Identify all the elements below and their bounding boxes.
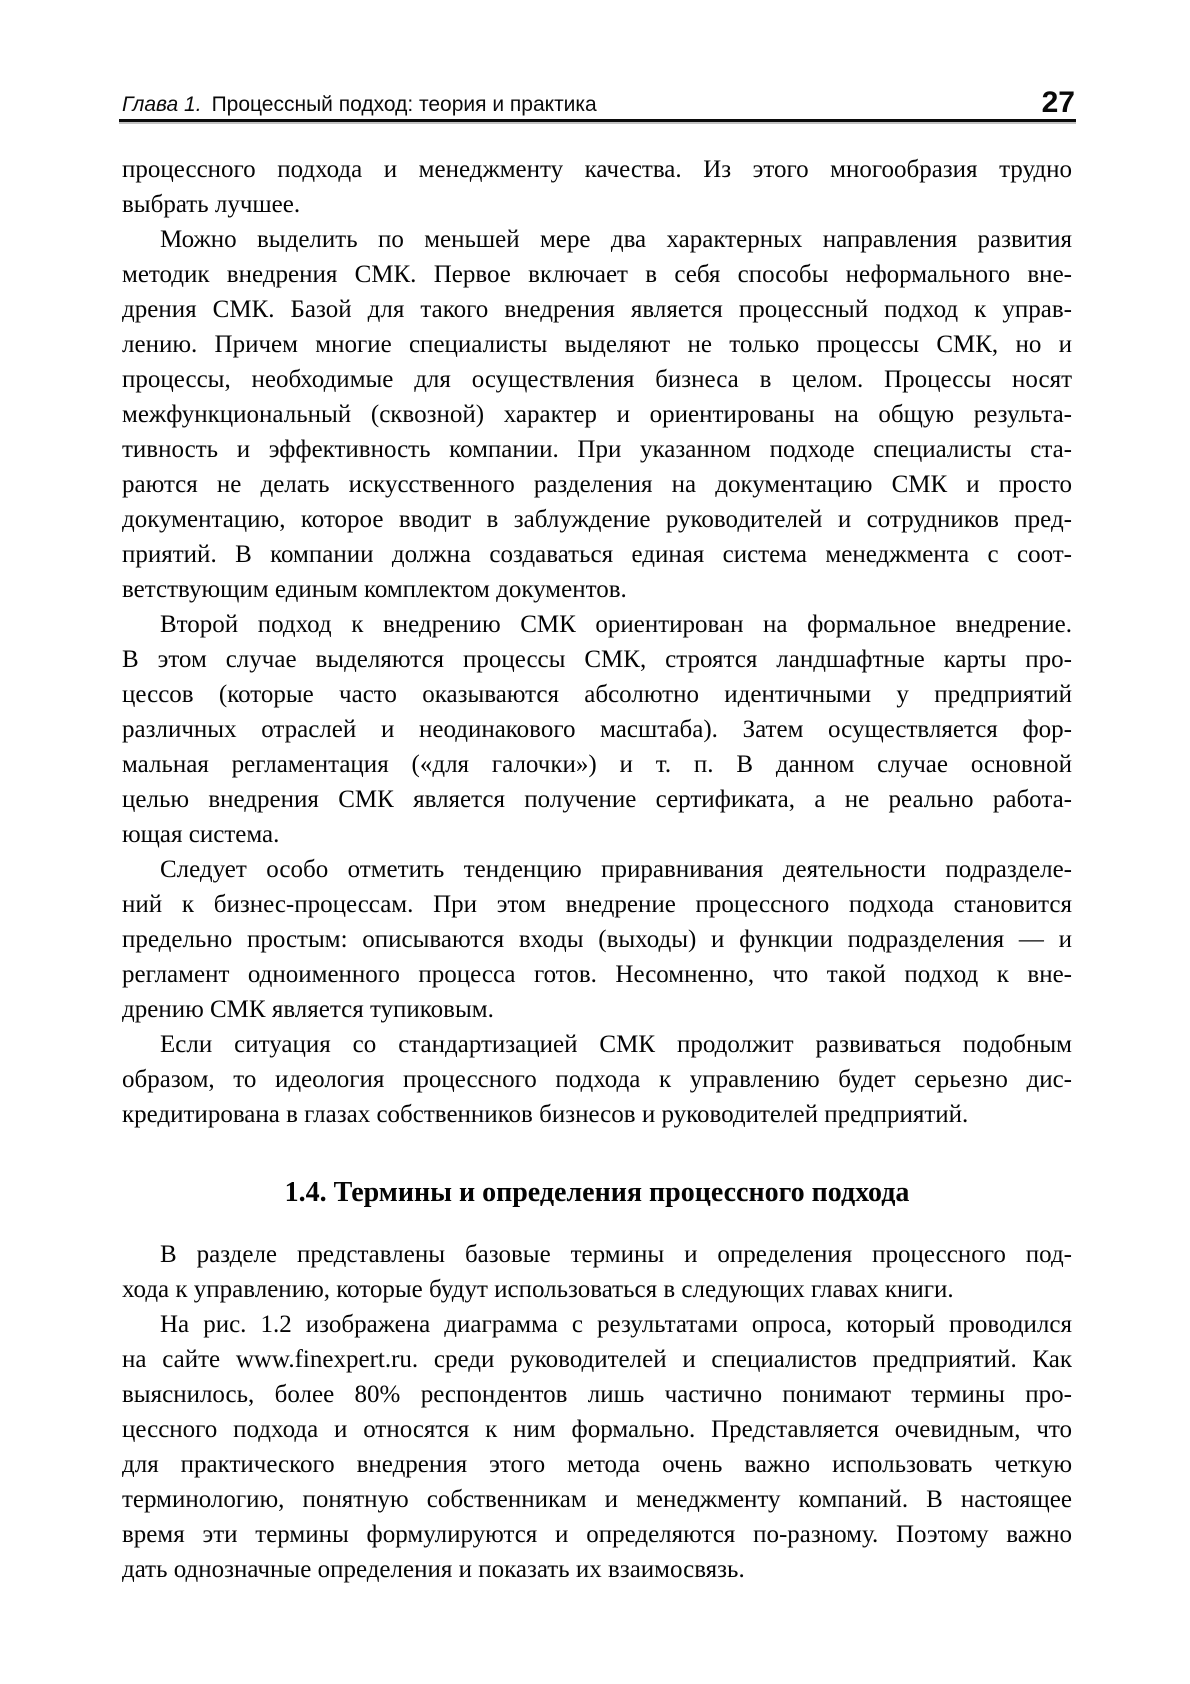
text-line: В разделе представлены базовые термины и определения процессного под- xyxy=(160,1241,1072,1268)
text-line: На рис. 1.2 изображена диаграмма с результатами опроса, который проводился xyxy=(160,1311,1072,1338)
paragraph xyxy=(122,1237,1072,1307)
section-heading: 1.4. Термины и определения процессного подхода xyxy=(284,1177,910,1208)
text-line: Можно выделить по меньшей мере два характерных направления развития xyxy=(160,226,1072,253)
text-line: предельно простым: описываются входы (выходы) и функции подразделения — и xyxy=(122,926,1072,953)
text-line: для практического внедрения этого метода очень важно использовать четкую xyxy=(122,1451,1072,1478)
text-line: лению. Причем многие специалисты выделяют не только процессы СМК, но и xyxy=(122,331,1072,358)
text-line: процессного подхода и менеджменту качества. Из этого многообразия трудно xyxy=(122,156,1072,183)
page-body xyxy=(122,152,1072,1587)
chapter-label: Глава 1. xyxy=(122,93,202,116)
text-line: В этом случае выделяются процессы СМК, строятся ландшафтные карты про- xyxy=(122,646,1072,673)
text-line: выяснилось, более 80% респондентов лишь частично понимают термины про- xyxy=(122,1381,1072,1408)
paragraph xyxy=(122,222,1072,607)
header-rule xyxy=(119,119,1076,122)
text-line: Второй подход к внедрению СМК ориентирован на формальное внедрение. xyxy=(160,611,1072,638)
text-line: различных отраслей и неодинакового масштаба). Затем осуществляется фор- xyxy=(122,716,1072,743)
text-line: дрения СМК. Базой для такого внедрения является процессный подход к управ- xyxy=(122,296,1072,323)
text-line: хода к управлению, которые будут использоваться в следующих главах книги. xyxy=(122,1276,954,1303)
text-line: Если ситуация со стандартизацией СМК продолжит развиваться подобным xyxy=(160,1031,1072,1058)
paragraph xyxy=(122,1307,1072,1587)
text-line: ний к бизнес-процессам. При этом внедрение процессного подхода становится xyxy=(122,891,1072,918)
text-line: приятий. В компании должна создаваться единая система менеджмента с соот- xyxy=(122,541,1072,568)
text-line: межфункциональный (сквозной) характер и ориентированы на общую результа- xyxy=(122,401,1072,428)
text-line: документацию, которое вводит в заблуждение руководителей и сотрудников пред- xyxy=(122,506,1072,533)
text-line: ветствующим единым комплектом документов. xyxy=(122,576,627,603)
text-line: методик внедрения СМК. Первое включает в себя способы неформального вне- xyxy=(122,261,1072,288)
text-line: терминологию, понятную собственникам и менеджменту компаний. В настоящее xyxy=(122,1486,1072,1513)
text-line: регламент одноименного процесса готов. Несомненно, что такой подход к вне- xyxy=(122,961,1072,988)
text-line: дрению СМК является тупиковым. xyxy=(122,996,494,1023)
text-line: тивность и эффективность компании. При указанном подходе специалисты ста- xyxy=(122,436,1072,463)
text-line: мальная регламентация («для галочки») и т. п. В данном случае основной xyxy=(122,751,1072,778)
paragraph xyxy=(122,852,1072,1027)
paragraph xyxy=(122,607,1072,852)
text-line: ющая система. xyxy=(122,821,280,848)
text-line: цессного подхода и относятся к ним формально. Представляется очевидным, что xyxy=(122,1416,1072,1443)
text-line: образом, то идеология процессного подхода к управлению будет серьезно дис- xyxy=(122,1066,1072,1093)
paragraph xyxy=(122,1027,1072,1132)
text-line: раются не делать искусственного разделения на документацию СМК и просто xyxy=(122,471,1072,498)
paragraph xyxy=(122,152,1072,222)
text-line: время эти термины формулируются и определяются по-разному. Поэтому важно xyxy=(122,1521,1072,1548)
chapter-title: Процессный подход: теория и практика xyxy=(211,93,597,116)
text-line: целью внедрения СМК является получение сертификата, а не реально работа- xyxy=(122,786,1072,813)
text-line: процессы, необходимые для осуществления бизнеса в целом. Процессы носят xyxy=(122,366,1072,393)
text-line: на сайте www.finexpert.ru. среди руководителей и специалистов предприятий. Как xyxy=(122,1346,1072,1373)
text-line: кредитирована в глазах собственников бизнесов и руководителей предприятий. xyxy=(122,1101,969,1128)
page-number: 27 xyxy=(1041,86,1075,119)
text-line: цессов (которые часто оказываются абсолютно идентичными у предприятий xyxy=(122,681,1072,708)
text-line: выбрать лучшее. xyxy=(122,191,301,218)
text-line: Следует особо отметить тенденцию приравнивания деятельности подразделе- xyxy=(160,856,1072,883)
text-line: дать однозначные определения и показать их взаимосвязь. xyxy=(122,1556,745,1583)
